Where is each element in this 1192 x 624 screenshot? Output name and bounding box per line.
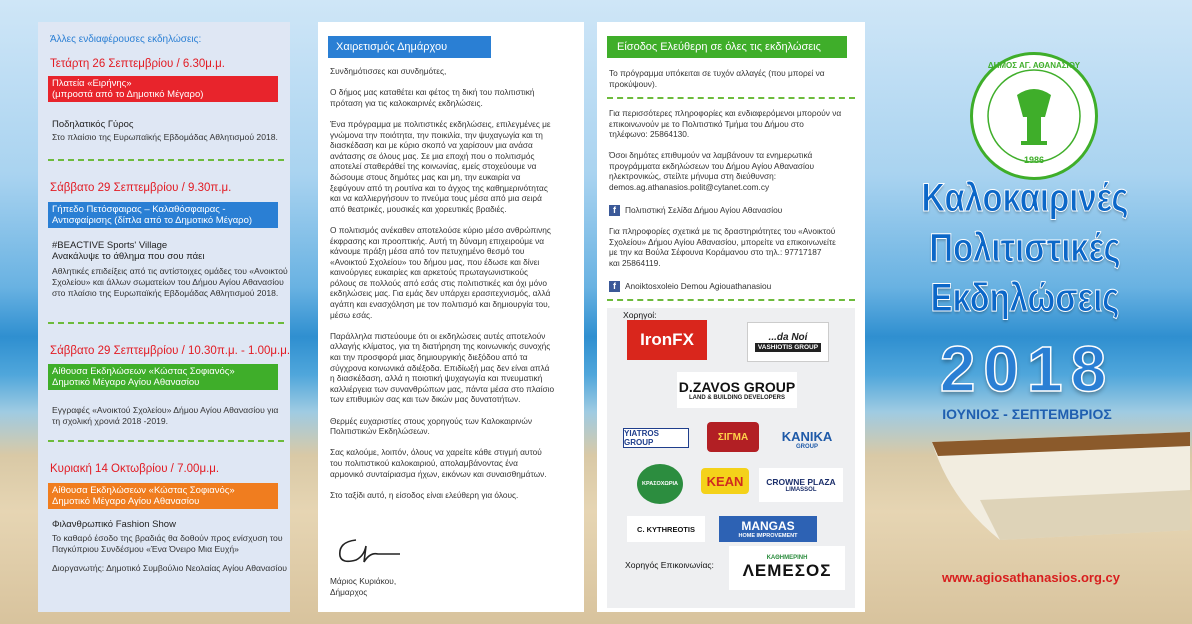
greeting-line: Ο πολιτισμός ανέκαθεν αποτελούσε κύριο μέσο ανθρώπινης [330, 224, 551, 235]
greeting-line: Θερμές ευχαριστίες στους χορηγούς των Καλοκαιρινών [330, 415, 533, 426]
free-entry-header: Είσοδος Ελεύθερη σε όλες τις εκδηλώσεις [607, 36, 847, 58]
greeting-line: και την προσφορά μιας δημιουργικής διεξόδου από τα [330, 352, 528, 363]
event1-title: Ποδηλατικός Γύρος [52, 119, 134, 130]
event1-desc: Στο πλαίσιο της Ευρωπαϊκής Εβδομάδας Αθλητισμού 2018. [52, 132, 278, 142]
greeting-line: διασκέδαση και με κύριο σκοπό να χαρίσουν μια ανάσα [330, 140, 533, 151]
event3-venue: Αίθουσα Εκδηλώσεων «Κώστας Σοφιανός» Δημοτικό Μέγαρο Αγίου Αθανασίου [48, 364, 278, 390]
greeting-line: Συνδημότισσες και συνδημότες, [330, 66, 447, 76]
kanika-logo: KANIKA GROUP [781, 428, 833, 450]
greeting-paragraph [330, 225, 574, 320]
yiatros-logo: YIATROS GROUP [623, 428, 689, 448]
greeting-line: αρμονικό συνταίριασμα ήχων, εικόνων και συναισθημάτων. [330, 468, 547, 479]
lemesos-logo: ΚΑΘΗΜΕΡΙΝΗ ΛΕΜΕΣΟΣ [729, 546, 845, 590]
greeting-line: Σας καλούμε, λοιπόν, όλους να χαρείτε κάθε στιγμή αυτού [330, 447, 542, 458]
greeting-line: σύγχρονα κοινωνικά αδιέξοδα. Επιδίωξή μας δεν είναι απλά [330, 362, 550, 373]
greeting-line: «Ανοικτού Σχολείου» του δήμου μας, που έδωσε και δίνει [330, 256, 540, 267]
facebook-icon: f [609, 205, 620, 216]
event3-desc: Εγγραφές «Ανοικτού Σχολείου» Δήμου Αγίου Αθανασίου για τη σχολική χρονιά 2018 -2019. [52, 405, 279, 426]
signature [334, 534, 404, 568]
greeting-line: Πολιτιστικών Εκδηλώσεων. [330, 426, 430, 437]
greeting-line: ξεφύγουν από τη ρουτίνα και το άγχος της καθημερινότητας [330, 182, 548, 193]
event4-title: Φιλανθρωπικό Fashion Show [52, 519, 176, 530]
greeting-line: Ένα πρόγραμμα με πολιτιστικές εκδηλώσεις, επιλεγμένες με [330, 118, 551, 129]
event4-desc: Το καθαρό έσοδο της βραδιάς θα δοθούν προς ενίσχυση του Παγκύπριου Συνδέσμου «Ένα Όνειρο Μια Ευχή» [52, 533, 283, 554]
mangas-logo: MANGAS HOME IMPROVEMENT [719, 516, 817, 542]
cover-title-line2: Πολιτιστικές [929, 226, 1121, 270]
divider [607, 97, 855, 99]
info-panel [597, 22, 865, 612]
cover-title-line3: Εκδηλώσεις [930, 276, 1120, 320]
divider [607, 299, 855, 301]
info-contact: Για περισσότερες πληροφορίες και ενδιαφερόμενοι μπορούν να επικοινωνούν με το Πολιτιστικό Τμήμα του Δήμου στο τηλέφωνο: 25864130. [609, 108, 842, 140]
event1-venue: Πλατεία «Ειρήνης» (μπροστά από το Δημοτικό Μέγαρο) [48, 76, 278, 102]
greeting-paragraph [330, 447, 574, 479]
info-newsletter: Όσοι δημότες επιθυμούν να λαμβάνουν τα ενημερωτικά προγράμματα εκδηλώσεων του Δήμου Αγίου Αθανασίου ηλεκτρονικώς, στείλτε μήνυμα στη διεύθυνση: demos.ag.athanasios.polit@cytanet.com.cy [609, 150, 815, 192]
sigma-logo: ΣΙΓΜΑ [707, 422, 759, 452]
facebook-page-link[interactable]: f Πολιτιστική Σελίδα Δήμου Αγίου Αθανασίου [609, 205, 853, 216]
facebook-icon: f [609, 281, 620, 292]
facebook-school-link[interactable]: f Anoiktosxoleio Demou Agiouathanasiou [609, 281, 853, 292]
event4-date: Κυριακή 14 Οκτωβρίου / 7.00μ.μ. [50, 463, 220, 475]
greeting-line: αγάπη και ενασχόληση με τον πολιτισμό και δημιουργία του, [330, 299, 550, 310]
greeting-line: Ο δήμος μας καταθέτει και φέτος τη δική του πολιτιστική [330, 87, 535, 98]
krasochoria-logo: ΚΡΑΣΟΧΩΡΙΑ [637, 464, 683, 504]
zavos-logo: D.ZAVOS GROUP LAND & BUILDING DEVELOPERS [677, 372, 797, 408]
greeting-paragraph [330, 331, 574, 405]
event2-desc: Αθλητικές επιδείξεις από τις αντίστοιχες ομάδες του «Ανοικτού Σχολείου» και άλλων σωματείων του Δήμου Αγίου Αθανασίου στο πλαίσιο της Ευρωπαϊκής Εβδομάδας Αθλητισμού 2018. [52, 266, 288, 298]
event3-date: Σάββατο 29 Σεπτεμβρίου / 10.30π.μ. - 1.00μ.μ. [50, 345, 290, 357]
greeting-paragraph [330, 66, 574, 77]
event4-venue: Αίθουσα Εκδηλώσεων «Κώστας Σοφιανός» Δημοτικό Μέγαρο Αγίου Αθανασίου [48, 483, 278, 509]
greeting-body [330, 66, 574, 511]
ironfx-logo: IronFX [627, 320, 707, 360]
greeting-line: αλλαγής κλίματος, για τη διατήρηση της κοινωνικής συνοχής [330, 341, 551, 352]
divider [48, 322, 284, 324]
divider [48, 440, 284, 442]
greeting-line: γνώμονα την ποιότητα, την ποικιλία, την ψυχαγωγία και τη [330, 129, 543, 140]
greeting-paragraph [330, 87, 574, 108]
greeting-line: και να καλλιεργήσουν το πνεύμα τους μέσα από μια σειρά [330, 193, 542, 204]
media-sponsor-label: Χορηγός Επικοινωνίας: [625, 560, 714, 570]
cover-months: ΙΟΥΝΙΟΣ - ΣΕΠΤΕΜΒΡΙΟΣ [942, 406, 1112, 422]
greeting-line: καινούργιες ευκαιρίες και αρκετούς πρωταγωνιστικούς [330, 267, 528, 278]
greeting-paragraph [330, 119, 574, 214]
schedule-note: Το πρόγραμμα υπόκειται σε τυχόν αλλαγές (που μπορεί να προκύψουν). [609, 68, 825, 89]
kythreotis-logo: C. KYTHREOTIS [627, 516, 705, 542]
website-link[interactable]: www.agiosathanasios.org.cy [942, 570, 1120, 585]
greeting-line: αποτελεί σταθεράθεί της κοινωνίας, εμείς στοχεύουμε να [330, 161, 537, 172]
events-panel [38, 22, 290, 612]
greeting-paragraph [330, 416, 574, 437]
greeting-line: Στο ταξίδι αυτό, η είσοδος είναι ελεύθερη για όλους. [330, 489, 519, 500]
greeting-line: εκδηλώσεις μας. Για εμάς δεν υπάρχει ερασιτεχνισμός, αλλά [330, 288, 551, 299]
event2-date: Σάββατο 29 Σεπτεμβρίου / 9.30π.μ. [50, 182, 232, 194]
greeting-line: έκφρασης και προοπτικής. Αυτή τη δύναμη επιχειρούμε να [330, 235, 545, 246]
greeting-line: δώσουμε στους δημότες μας και μη, την ευκαιρία να [330, 171, 521, 182]
divider [48, 159, 284, 161]
greeting-line: η διασκέδαση, αλλά η ποιοτική ψυχαγωγία και πνευματική [330, 373, 543, 384]
kean-logo: KEAN [701, 468, 749, 494]
crowne-plaza-logo: CROWNE PLAZA LIMASSOL [759, 468, 843, 502]
greeting-line: των επιθυμιών σας και των δικών μας δυνατοτήτων. [330, 394, 521, 405]
greeting-line: καλλιέργεια των συνανθρώπων μας, πάντα μέσα στο πλαίσιο [330, 383, 555, 394]
greeting-panel [318, 22, 584, 612]
dani-logo: ...da Nοί VASHIOTIS GROUP [747, 322, 829, 362]
greeting-header: Χαιρετισμός Δημάρχου [328, 36, 491, 58]
sponsors-label: Χορηγοί: [623, 310, 657, 320]
greeting-line: Παράλληλα πιστεύουμε ότι οι εκδηλώσεις αυτές αποτελούν [330, 330, 546, 341]
greeting-line: ρόλους σε πολλούς από εσάς στις πολιτιστικές και όχι μόνο [330, 277, 547, 288]
seal-text: ΔΗΜΟΣ ΑΓ. ΑΘΑΝΑΣΙΟΥ [987, 61, 1081, 70]
info-open-school: Για πληροφορίες σχετικά με τις δραστηριότητες του «Ανοικτού Σχολείου» Δήμου Αγίου Αθανασίου, μπορείτε να επικοινωνείτε με την κα Βούλα Σέφουνα Κοράμανου στο τηλ.: 97717187 και 25864119. [609, 226, 836, 268]
cover-year: 2018 [939, 333, 1115, 405]
event1-date: Τετάρτη 26 Σεπτεμβρίου / 6.30μ.μ. [50, 58, 225, 70]
sponsors-box [607, 308, 855, 608]
greeting-line: από θεατρικές, μουσικές και χορευτικές βραδιές. [330, 203, 507, 214]
seal-year: 1986 [1023, 155, 1045, 165]
signature-name: Μάριος Κυριάκου, Δήμαρχος [330, 576, 397, 597]
panel-heading: Άλλες ενδιαφέρουσες εκδηλώσεις: [50, 34, 202, 45]
greeting-line: μέσω εσάς. [330, 309, 373, 320]
event2-venue: Γήπεδο Πετόσφαιρας – Καλαθόσφαιρας - Αντισφαίρισης (δίπλα από το Δημοτικό Μέγαρο) [48, 202, 278, 228]
cover-title-line1: Καλοκαιρινές [921, 176, 1129, 220]
greeting-line: ανάτασης σε όλους μας. Σε μια εποχή που ο πολιτισμός [330, 150, 535, 161]
greeting-line: κάνουμε πράξη μέσα από τον πετυχημένο θεσμό του [330, 246, 525, 257]
event4-organizer: Διοργανωτής: Δημοτικό Συμβούλιο Νεολαίας Αγίου Αθανασίου [52, 563, 287, 573]
greeting-paragraph [330, 490, 574, 501]
greeting-line: πρόταση για τις καλοκαιρινές εκδηλώσεις. [330, 97, 483, 108]
municipality-seal [970, 52, 1098, 180]
greeting-line: του πολιτιστικού καλοκαιριού, απολαμβάνοντας ένα [330, 457, 518, 468]
event2-title: #BEACTIVE Sports' Village Ανακάλυψε το άθλημα που σου πάει [52, 240, 205, 262]
